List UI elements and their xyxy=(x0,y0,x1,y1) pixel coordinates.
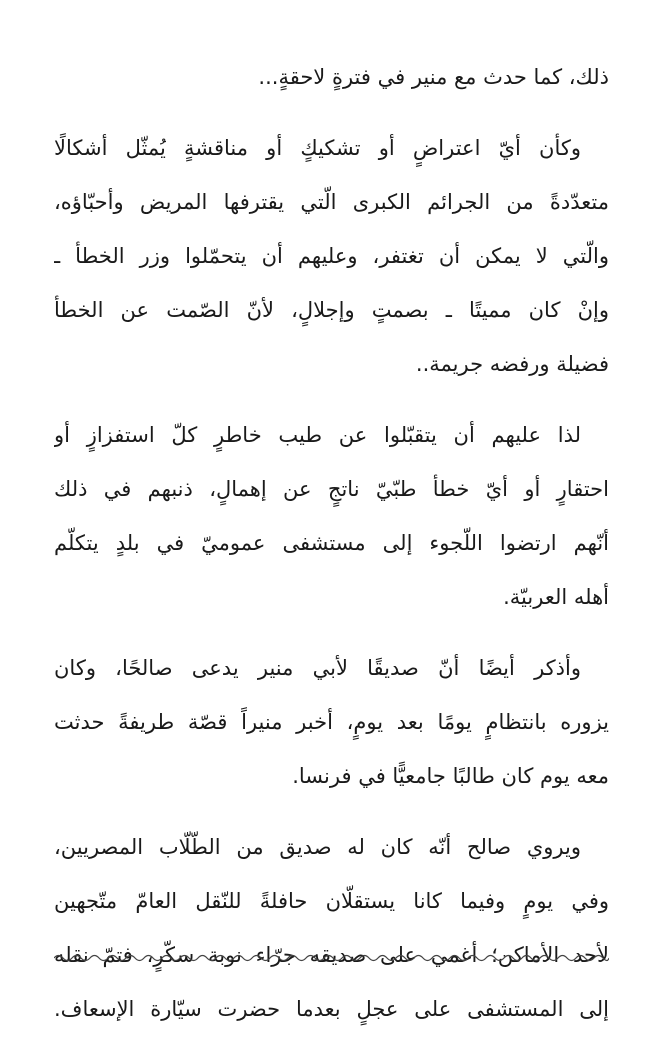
text-line: لأحد الأماكن؛ أغمي على صديقه جرّاء نوبة سكّرٍ، فتمّ نقله xyxy=(54,943,609,967)
text-line: والّتي لا يمكن أن تغتفر، وعليهم أن يتحمّلوا وزر الخطأ ـ xyxy=(54,244,609,268)
paragraph-1 xyxy=(54,50,609,104)
text-line: معه يوم كان طالبًا جامعيًّا في فرنسا. xyxy=(292,764,609,788)
paragraph-2 xyxy=(54,121,609,391)
book-page-text xyxy=(54,50,609,1053)
text-line: فضيلة ورفضه جريمة.. xyxy=(415,352,609,376)
text-line: ويروي صالح أنّه كان له صديق من الطّلّاب المصريين، xyxy=(54,835,581,859)
text-line: أنّهم ارتضوا اللّجوء إلى مستشفى عموميّ في بلدٍ يتكلّم xyxy=(54,531,609,555)
text-line: متعدّدةً من الجرائم الكبرى الّتي يقترفها المريض وأحبّاؤه، xyxy=(54,190,609,214)
text-line: لذا عليهم أن يتقبّلوا عن طيب خاطرٍ كلّ استفزازٍ أو xyxy=(54,423,581,447)
paragraph-5 xyxy=(54,820,609,1036)
paragraph-4 xyxy=(54,641,609,803)
text-line: يزوره بانتظامٍ يومًا بعد يومٍ، أخبر منيراً قصّة طريفةً حدثت xyxy=(54,710,609,734)
text-line: وإنْ كان مميتًا ـ بصمتٍ وإجلالٍ، لأنّ الصّمت عن الخطأ xyxy=(54,298,609,322)
text-line: وأذكر أيضًا أنّ صديقًا لأبي منير يدعى صالحًا، وكان xyxy=(54,656,581,680)
text-line: احتقارٍ أو أيّ خطأ طبّيّ ناتجٍ عن إهمالٍ، ذنبهم في ذلك xyxy=(54,477,609,501)
text-line: وفي يومٍ وفيما كانا يستقلّان حافلةً للنّقل العامّ متّجهين xyxy=(54,889,609,913)
text-line: أهله العربيّة. xyxy=(503,585,609,609)
text-line: إلى المستشفى على عجلٍ بعدما حضرت سيّارة الإسعاف. xyxy=(54,997,609,1021)
wavy-divider xyxy=(54,952,609,964)
text-line: ذلك، كما حدث مع منير في فترةٍ لاحقةٍ... xyxy=(258,65,609,89)
text-line: وكأن أيّ اعتراضٍ أو تشكيكٍ أو مناقشةٍ يُمثّل أشكالًا xyxy=(54,136,581,160)
paragraph-3 xyxy=(54,408,609,624)
